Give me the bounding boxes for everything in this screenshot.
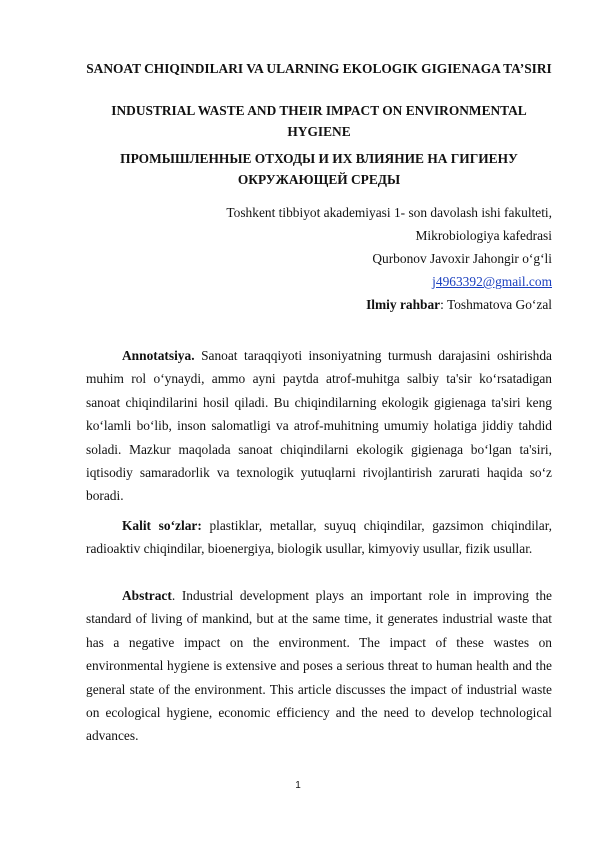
advisor-name: : Toshmatova Go‘zal [440, 297, 552, 312]
title-russian: ПРОМЫШЛЕННЫЕ ОТХОДЫ И ИХ ВЛИЯНИЕ НА ГИГИЕНУ ОКРУЖАЮЩЕЙ СРЕДЫ [120, 151, 518, 187]
advisor-label: Ilmiy rahbar [366, 297, 441, 312]
abstract-label: Abstract [122, 588, 172, 603]
annotation-section [86, 344, 552, 508]
author-name: Qurbonov Javoxir Jahongir o‘g‘li [372, 251, 552, 266]
department-line: Mikrobiologiya kafedrasi [415, 228, 552, 243]
annotation-paragraph [86, 344, 552, 508]
keywords-text: plastiklar, metallar, suyuq chiqindilar, gazsimon chiqindilar, radioaktiv chiqindilar, bioenergiya, biologik usullar, kimyoviy usullar, fizik usullar. [86, 518, 552, 557]
author-email-link[interactable]: j4963392@gmail.com [432, 274, 552, 289]
title-english: INDUSTRIAL WASTE AND THEIR IMPACT ON ENVIRONMENTAL HYGIENE [111, 103, 527, 139]
abstract-section [86, 584, 552, 748]
advisor-line [132, 293, 552, 316]
keywords-label: Kalit so‘zlar: [122, 518, 202, 533]
annotation-label: Annotatsiya. [122, 348, 195, 363]
page-number: 1 [295, 780, 301, 791]
author-affiliation-block [132, 201, 552, 316]
title-uzbek: SANOAT CHIQINDILARI VA ULARNING EKOLOGIK GIGIENAGA TA’SIRI [86, 61, 552, 76]
institution-line: Toshkent tibbiyot akademiyasi 1- son davolash ishi fakulteti, [226, 205, 552, 220]
abstract-paragraph [86, 584, 552, 748]
annotation-text: Sanoat taraqqiyoti insoniyatning turmush darajasini oshirishda muhim rol o‘ynaydi, ammo ayni paytda atrof-muhitga salbiy ta'sir ko‘rsatadigan sanoat chiqindilarini hosil qiladi. Bu chiqindilarning ekologik gigienaga ta'siri keng ko‘lamli bo‘lib, inson salomatligi va atrof-muhitning umumiy holatiga jiddiy tahdid soladi. Mazkur maqolada sanoat chiqindilarni ekologik gigienaga bo‘lgan ta'siri, iqtisodiy samaradorlik va texnologik yutuqlarni rivojlantirish zarurati haqida so‘z boradi. [86, 348, 552, 504]
keywords-paragraph [86, 514, 552, 561]
abstract-text: . Industrial development plays an important role in improving the standard of living of mankind, but at the same time, it generates industrial waste that has a negative impact on the environment. The impact of these wastes on environmental hygiene is extensive and poses a serious threat to human health and the general state of the environment. This article discusses the impact of industrial waste on ecological hygiene, economic efficiency and the need to develop technological advances. [86, 588, 552, 744]
keywords-section [86, 514, 552, 561]
